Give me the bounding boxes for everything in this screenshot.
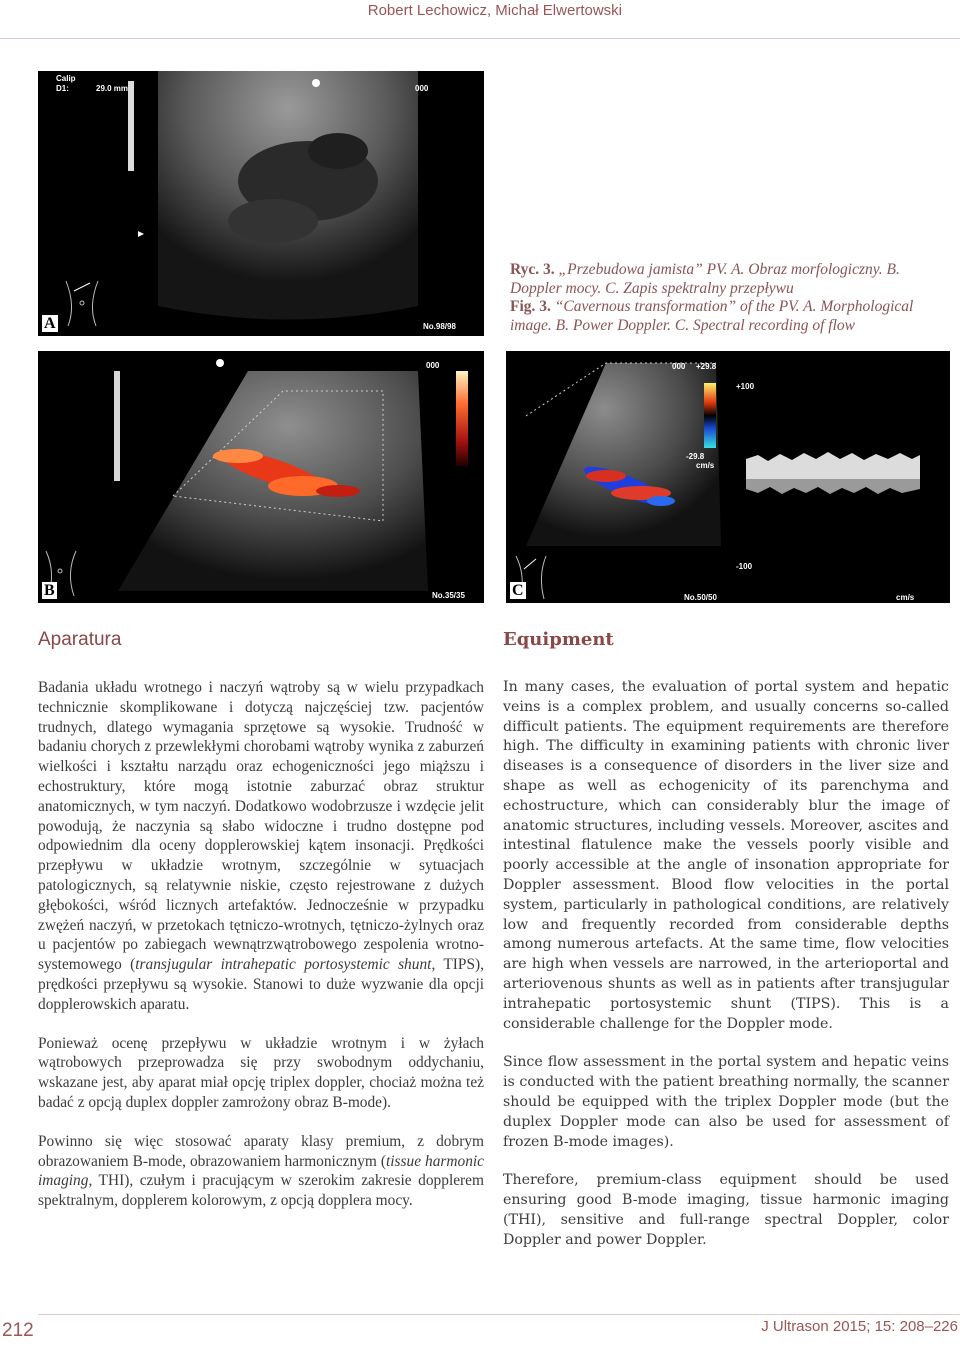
running-header-authors: Robert Lechowicz, Michał Elwertowski [367, 2, 622, 19]
gray-scale-bar [114, 371, 120, 481]
focus-marker [138, 231, 144, 237]
caption-polish [510, 261, 950, 298]
panel-a-image [38, 71, 484, 336]
cavernous-vessels [308, 133, 368, 169]
frame-number: No.50/50 [684, 593, 717, 602]
paragraph [38, 678, 484, 1015]
caption-en-lead: Fig. 3. [510, 298, 551, 315]
caption-pl-lead: Ryc. 3. [510, 261, 555, 278]
ultrasound-panel-b [38, 351, 484, 603]
frame-number: No.35/35 [432, 591, 465, 600]
frame-counter: 000 [672, 362, 686, 371]
paragraph [38, 1132, 484, 1211]
paragraph-text: Badania układu wrotnego i naczyń wątroby są w wielu przypadkach technicznie skomplikowane i dotyczą najczęściej tzw. pacjentów trudnych, dlatego wymagania sprzętowe są wysokie. Trudność w badaniu chorych z przewlekłymi chorobami wątroby wynika z zaburzeń wielkości i kształtu narządu oraz echogeniczności jego miąższu i echostruktury, które mogą istotnie zaburzać obraz struktur anatomicznych, w tym naczyń. Dodatkowo wodobrzusze i wzdęcie jelit powodują, że naczynia są słabo widoczne i trudno dostępne pod odpowiednim dla oceny dopplerowskiej kątem insonacji. Prędkości przepływu w układzie wrotnym, szczególnie w sytuacjach patologicznych, są relatywnie niskie, często rejestrowane z dużych głębokości, wśród licznych artefaktów. Jednocześnie w przypadku zwężeń naczyń, w przetokach tętniczo-wrotnych, tętniczo-żylnych oraz u pacjentów po zabiegach wewnątrzwątrobowego zespolenia wrotno-systemowego ( [38, 679, 484, 974]
paragraph-italic: transjugular intrahepatic portosystemic shunt [135, 956, 432, 974]
body-pictogram [66, 281, 98, 326]
section-title-aparatura: Aparatura [38, 629, 122, 650]
polish-column [38, 628, 484, 1230]
velocity-min: -29.8 [686, 452, 705, 461]
paragraph-text: , THI), czułym i pracującym w szerokim zakresie dopplerem spektralnym, dopplerem kolorowym, z opcją dopplera mocy. [38, 1172, 484, 1210]
power-color-bar [456, 371, 468, 466]
spectral-waveform-lower [746, 479, 920, 494]
orientation-dot [312, 79, 320, 87]
cavernous-vessels [228, 199, 318, 243]
footer-rule [38, 1314, 960, 1315]
frame-counter: 000 [426, 361, 440, 370]
paragraph: Since flow assessment in the portal system and hepatic veins is conducted with the patient breathing normally, the scanner should be equipped with the triplex Doppler mode (but the duplex Doppler mode can also be used for assessment of frozen B-mode images). [503, 1054, 949, 1150]
velocity-max: +29.8 [696, 362, 717, 371]
frame-counter: 000 [415, 84, 429, 93]
d1-value: 29.0 mm [96, 84, 129, 93]
panel-letter-b: B [44, 582, 55, 599]
paragraph-text: , TIPS), prędkości przepływu są wysokie. Stanowi to duże wyzwanie dla opcji dopplerowskich aparatu. [38, 956, 484, 1013]
d1-label: D1: [56, 84, 69, 93]
caption-pl-text: „Przebudowa jamista” PV. A. Obraz morfologiczny. B. Doppler mocy. C. Zapis spektralny przepływu [510, 261, 900, 297]
panel-letter-c: C [512, 582, 524, 599]
section-title-equipment: Equipment [503, 629, 614, 650]
spectral-scale-max: +100 [736, 382, 755, 391]
paragraph: Ponieważ ocenę przepływu w układzie wrotnym i w żyłach wątrobowych przeprowadza się przy swobodnym oddychaniu, wskazane jest, aby aparat miał opcję triplex doppler, chociaż można też badać z opcją duplex doppler zamrożony obraz B-mode). [38, 1034, 484, 1111]
paragraph-text: Powinno się więc stosować aparaty klasy premium, z dobrym obrazowaniem B-mode, obrazowaniem harmonicznym ( [38, 1132, 484, 1170]
spectral-scale-unit: cm/s [896, 593, 915, 602]
paragraph: In many cases, the evaluation of portal system and hepatic veins is a complex problem, and usually concerns so-called difficult patients. The equipment requirements are therefore high. The difficulty in examining patients with chronic liver diseases is a consequence of disorders in the liver size and shape as well as echogenicity of its parenchyma and echostructure, which can considerably blur the image of anatomic structures, including vessels. Moreover, ascites and intestinal flatulence make the vessels poorly visible and poorly accessible at the angle of insonation appropriate for Doppler assessment. Blood flow velocities in the portal system, particularly in pathological conditions, are relatively low and frequently recorded from considerable depths among numerous artefacts. At the same time, flow velocities are high when vessels are narrowed, in the arterioportal and arteriovenous shunts as well as in patients after transjugular intrahepatic portosystemic shunt (TIPS). This is a considerable challenge for the Doppler mode. [503, 679, 949, 1032]
paragraph: Therefore, premium-class equipment should be used ensuring good B-mode imaging, tissue harmonic imaging (THI), sensitive and full-range spectral Doppler, color Doppler and power Doppler. [503, 1172, 949, 1248]
page-number: 212 [2, 1320, 34, 1341]
english-column [503, 628, 949, 1270]
ultrasound-panel-a [38, 71, 484, 336]
velocity-color-bar [704, 383, 716, 448]
gray-scale-bar [128, 81, 134, 171]
caption-en-text: “Cavernous transformation” of the PV. A. Morphological image. B. Power Doppler. C. Spectral recording of flow [510, 298, 914, 334]
figure-caption [510, 261, 950, 335]
spectral-waveform [746, 452, 920, 479]
journal-citation: J Ultrason 2015; 15: 208–226 [761, 1318, 958, 1335]
header-rule [0, 38, 960, 39]
panel-b-image [38, 351, 484, 603]
calip-label: Calip [56, 74, 76, 83]
panel-c-image [506, 351, 950, 603]
frame-number: No.98/98 [423, 322, 456, 331]
ultrasound-panel-c [506, 351, 950, 603]
panel-letter-a: A [44, 315, 56, 332]
orientation-dot [216, 359, 224, 367]
paragraph-italic: tissue harmonic imaging [38, 1152, 484, 1190]
velocity-unit: cm/s [696, 461, 715, 470]
spectral-scale-min: -100 [736, 562, 753, 571]
caption-english [510, 298, 950, 335]
